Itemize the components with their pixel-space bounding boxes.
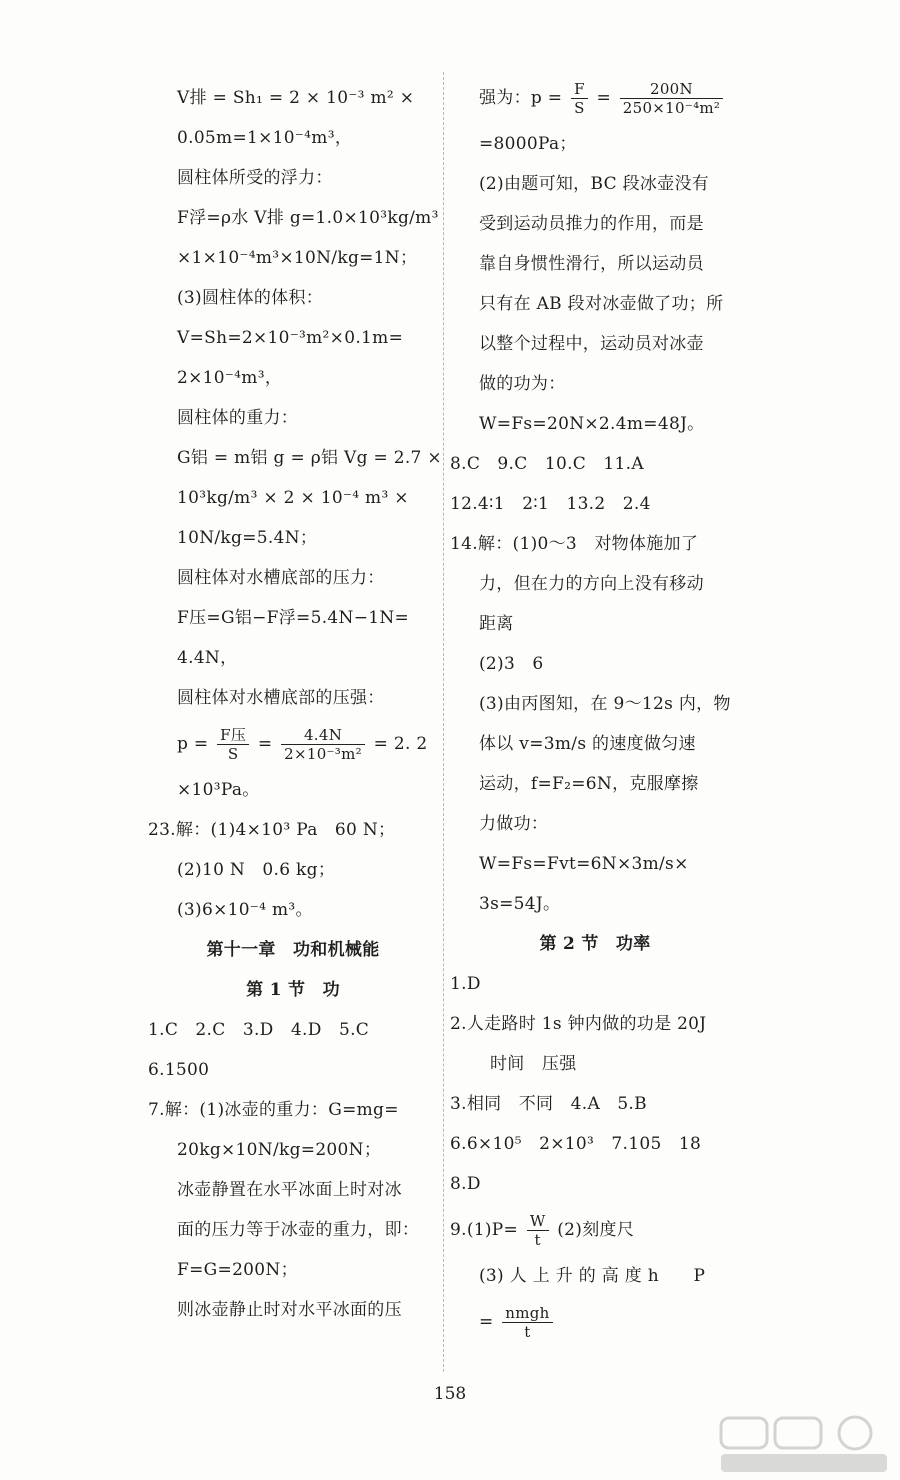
- page-number: 158: [433, 1384, 467, 1404]
- text-line: 力，但在力的方向上没有移动: [479, 574, 704, 594]
- text-line: 6.1500: [148, 1060, 210, 1080]
- numerator: F压: [217, 726, 249, 745]
- text-line: (3) 人 上 升 的 高 度 h P: [479, 1266, 706, 1286]
- text-line: 圆柱体对水槽底部的压力：: [177, 568, 385, 588]
- right-column: [450, 72, 740, 1348]
- text-line: 距离: [479, 614, 514, 634]
- text-line: (3)6×10⁻⁴ m³。: [177, 900, 313, 920]
- text-line: W=Fs=Fvt=6N×3m/s×: [479, 854, 689, 874]
- text-line: 则冰壶静止时对水平冰面的压: [177, 1300, 402, 1320]
- text-line: 0.05m=1×10⁻⁴m³，: [177, 128, 353, 148]
- fraction: [620, 80, 723, 117]
- text-line: 6.6×10⁵ 2×10³ 7.105 18: [450, 1134, 702, 1154]
- text-line: V=Sh=2×10⁻³m²×0.1m=: [177, 328, 404, 348]
- text-line: F=G=200N；: [177, 1260, 298, 1280]
- text-line: 8.C 9.C 10.C 11.A: [450, 454, 644, 474]
- formula-text: (2)刻度尺: [557, 1220, 635, 1240]
- text-line: W=Fs=20N×2.4m=48J。: [479, 414, 705, 434]
- text-line: (2)3 6: [479, 654, 544, 674]
- text-line: ×1×10⁻⁴m³×10N/kg=1N；: [177, 248, 418, 268]
- text-line: 1.D: [450, 974, 481, 994]
- formula-text: p =: [177, 734, 209, 754]
- text-line: 2×10⁻⁴m³，: [177, 368, 283, 388]
- text-line: 力做功：: [479, 814, 549, 834]
- denominator: S: [227, 745, 239, 763]
- text-line: 靠自身惯性滑行，所以运动员: [479, 254, 704, 274]
- denominator: S: [574, 99, 585, 117]
- numerator: 200N: [620, 80, 723, 99]
- text-line: 7.解：(1)冰壶的重力：G=mg=: [148, 1100, 399, 1120]
- formula-text: 9.(1)P=: [450, 1220, 519, 1240]
- text-line: 1.C 2.C 3.D 4.D 5.C: [148, 1020, 370, 1040]
- text-line: 冰壶静置在水平冰面上时对冰: [177, 1180, 402, 1200]
- text-line: 12.4∶1 2∶1 13.2 2.4: [450, 494, 651, 514]
- text-line: V排 = Sh₁ = 2 × 10⁻³ m² ×: [177, 88, 415, 108]
- fraction: [571, 80, 588, 117]
- text-line: (3)圆柱体的体积：: [177, 288, 324, 308]
- formula-text: = 2. 2: [373, 734, 428, 754]
- text-line: 体以 v=3m/s 的速度做匀速: [479, 734, 696, 754]
- text-line: (3)由丙图知，在 9～12s 内，物: [479, 694, 731, 714]
- text-line: 20kg×10N/kg=200N；: [177, 1140, 382, 1160]
- numerator: W: [527, 1212, 549, 1231]
- text-line: 8.D: [450, 1174, 481, 1194]
- formula-line: [148, 718, 438, 770]
- text-line: 时间 压强: [490, 1054, 577, 1074]
- text-line: 14.解：(1)0～3 对物体施加了: [450, 534, 699, 554]
- text-line: 23.解：(1)4×10³ Pa 60 N；: [148, 820, 396, 840]
- text-line: ×10³Pa。: [177, 780, 260, 800]
- denominator: 2×10⁻³m²: [284, 745, 362, 763]
- chapter-heading: 第十一章 功和机械能: [206, 940, 380, 960]
- numerator: F: [571, 80, 588, 99]
- section-heading: 第 1 节 功: [246, 980, 340, 1000]
- text-line: F压=G铝−F浮=5.4N−1N=: [177, 608, 410, 628]
- text-line: 10N/kg=5.4N；: [177, 528, 318, 548]
- text-line: 3.相同 不同 4.A 5.B: [450, 1094, 647, 1114]
- formula-line: [450, 72, 740, 124]
- formula-line: [450, 1204, 740, 1256]
- text-line: 受到运动员推力的作用，而是: [479, 214, 704, 234]
- text-line: 圆柱体对水槽底部的压强：: [177, 688, 385, 708]
- text-line: G铝 = m铝 g = ρ铝 Vg = 2.7 ×: [177, 448, 442, 468]
- numerator: nmgh: [502, 1304, 552, 1323]
- text-line: (2)10 N 0.6 kg；: [177, 860, 336, 880]
- text-line: F浮=ρ水 V排 g=1.0×10³kg/m³: [177, 208, 439, 228]
- left-column: [148, 78, 442, 1330]
- text-line: 做的功为：: [479, 374, 566, 394]
- text-line: 以整个过程中，运动员对冰壶: [479, 334, 704, 354]
- column-divider: [443, 72, 444, 1372]
- text-line: 10³kg/m³ × 2 × 10⁻⁴ m³ ×: [177, 488, 409, 508]
- formula-text: =: [257, 734, 273, 754]
- text-line: (2)由题可知，BC 段冰壶没有: [479, 174, 710, 194]
- fraction: [217, 726, 249, 763]
- fraction: [281, 726, 365, 763]
- text-line: 运动，f=F₂=6N，克服摩擦: [479, 774, 699, 794]
- numerator: 4.4N: [281, 726, 365, 745]
- text-line: 圆柱体的重力：: [177, 408, 299, 428]
- fraction: [527, 1212, 549, 1249]
- text-line: 2.人走路时 1s 钟内做的功是 20J: [450, 1014, 707, 1034]
- formula-text: =: [479, 1312, 494, 1332]
- formula-text: 强为：p =: [479, 88, 563, 108]
- text-line: =8000Pa；: [479, 134, 577, 154]
- text-line: 4.4N，: [177, 648, 238, 668]
- section-heading: 第 2 节 功率: [539, 934, 651, 954]
- formula-line: [450, 1296, 740, 1348]
- formula-text: =: [596, 88, 612, 108]
- text-line: 只有在 AB 段对冰壶做了功；所: [479, 294, 724, 314]
- text-line: 面的压力等于冰壶的重力，即：: [177, 1220, 420, 1240]
- text-line: 圆柱体所受的浮力：: [177, 168, 333, 188]
- denominator: t: [524, 1323, 531, 1341]
- fraction: [502, 1304, 552, 1341]
- text-line: 3s=54J。: [479, 894, 561, 914]
- watermark-logo-icon: [715, 1412, 895, 1476]
- denominator: t: [534, 1231, 541, 1249]
- denominator: 250×10⁻⁴m²: [622, 99, 721, 117]
